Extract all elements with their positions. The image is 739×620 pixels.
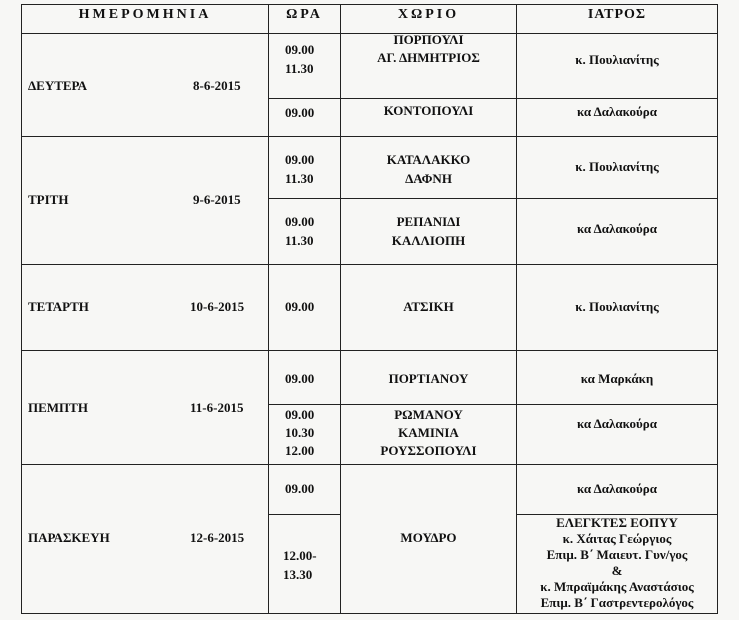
- rule-row: [21, 264, 718, 265]
- slot-time: 09.00: [285, 152, 315, 167]
- slot-village: ΠΟΡΠΟΥΛΙ: [393, 32, 464, 47]
- slot-doctor: κ. Μπραϊμάκης Αναστάσιος: [540, 579, 694, 594]
- slot-time: 09.00: [285, 42, 315, 57]
- slot-doctor: κα Δαλακούρα: [577, 416, 657, 431]
- slot-time: 09.00: [285, 214, 315, 229]
- rule-row: [21, 464, 718, 465]
- row-date: 10-6-2015: [190, 299, 245, 314]
- rule-slot: [268, 514, 340, 515]
- header-date: ΗΜΕΡΟΜΗΝΙΑ: [78, 7, 212, 22]
- slot-village: ΚΑΤΑΛΑΚΚΟ: [386, 152, 471, 167]
- slot-village: ΠΟΡΤΙΑΝΟΥ: [388, 371, 469, 386]
- rule-right: [717, 4, 718, 614]
- slot-village: ΚΑΛΛΙΟΠΗ: [391, 233, 466, 248]
- row-day: ΠΕΜΠΤΗ: [28, 400, 88, 415]
- slot-time: 13.30: [283, 567, 313, 582]
- rule-slot: [268, 404, 718, 405]
- slot-time: 09.00: [285, 481, 315, 496]
- rule-slot: [268, 98, 718, 99]
- row-date: 8-6-2015: [193, 78, 241, 93]
- rule-left: [21, 4, 22, 614]
- slot-village: ΑΤΣΙΚΗ: [403, 299, 454, 314]
- rule-bottom: [21, 613, 718, 614]
- header-time: ΩΡΑ: [286, 7, 323, 22]
- slot-doctor: ΕΛΕΓΚΤΕΣ ΕΟΠΥΥ: [556, 515, 678, 530]
- slot-time: 09.00: [285, 299, 315, 314]
- slot-time: 11.30: [285, 171, 314, 186]
- slot-doctor: κα Δαλακούρα: [577, 221, 657, 236]
- row-day: ΠΑΡΑΣΚΕΥΗ: [28, 530, 110, 545]
- slot-time: 09.00: [285, 407, 315, 422]
- row-day: ΤΡΙΤΗ: [28, 192, 69, 207]
- slot-doctor: κ. Πουλιανίτης: [575, 299, 659, 314]
- slot-doctor: κ. Πουλιανίτης: [575, 159, 659, 174]
- row-date: 9-6-2015: [193, 192, 241, 207]
- slot-time: 12.00-: [283, 548, 317, 563]
- slot-village: ΜΟΥΔΡΟ: [400, 530, 457, 545]
- slot-village: ΚΟΝΤΟΠΟΥΛΙ: [383, 103, 474, 118]
- rule-slot: [268, 198, 718, 199]
- row-day: ΔΕΥΤΕΡΑ: [28, 78, 87, 93]
- slot-doctor: Επιμ. Β΄ Γαστρεντερολόγος: [540, 595, 694, 610]
- slot-village: ΡΟΥΣΣΟΠΟΥΛΙ: [380, 443, 477, 458]
- slot-doctor: κα Δαλακούρα: [577, 104, 657, 119]
- slot-village: ΡΕΠΑΝΙΔΙ: [396, 214, 461, 229]
- slot-doctor: κ. Πουλιανίτης: [575, 52, 659, 67]
- rule-row: [21, 350, 718, 351]
- header-village: ΧΩΡΙΟ: [397, 7, 460, 22]
- slot-doctor: κα Μαρκάκη: [580, 371, 654, 386]
- slot-time: 10.30: [285, 425, 315, 440]
- slot-village: ΚΑΜΙΝΙΑ: [398, 425, 459, 440]
- row-date: 11-6-2015: [190, 400, 244, 415]
- header-doctor: ΙΑΤΡΟΣ: [587, 7, 647, 22]
- slot-time: 12.00: [285, 443, 315, 458]
- slot-time: 11.30: [285, 233, 314, 248]
- slot-doctor: κα Δαλακούρα: [577, 481, 657, 496]
- rule-row: [21, 136, 718, 137]
- slot-village: ΡΩΜΑΝΟΥ: [394, 407, 463, 422]
- slot-time: 09.00: [285, 371, 315, 386]
- slot-time: 09.00: [285, 105, 315, 120]
- slot-time: 11.30: [285, 61, 314, 76]
- slot-doctor: Επιμ. Β΄ Μαιευτ. Γυν/γος: [546, 547, 688, 562]
- row-day: ΤΕΤΑΡΤΗ: [28, 299, 89, 314]
- slot-doctor: κ. Χάιτας Γεώργιος: [562, 531, 672, 546]
- slot-doctor: &: [611, 563, 623, 578]
- rule-col: [268, 4, 269, 614]
- slot-village: ΔΑΦΝΗ: [405, 171, 452, 186]
- row-date: 12-6-2015: [190, 530, 245, 545]
- slot-village: ΑΓ. ΔΗΜΗΤΡΙΟΣ: [377, 50, 480, 65]
